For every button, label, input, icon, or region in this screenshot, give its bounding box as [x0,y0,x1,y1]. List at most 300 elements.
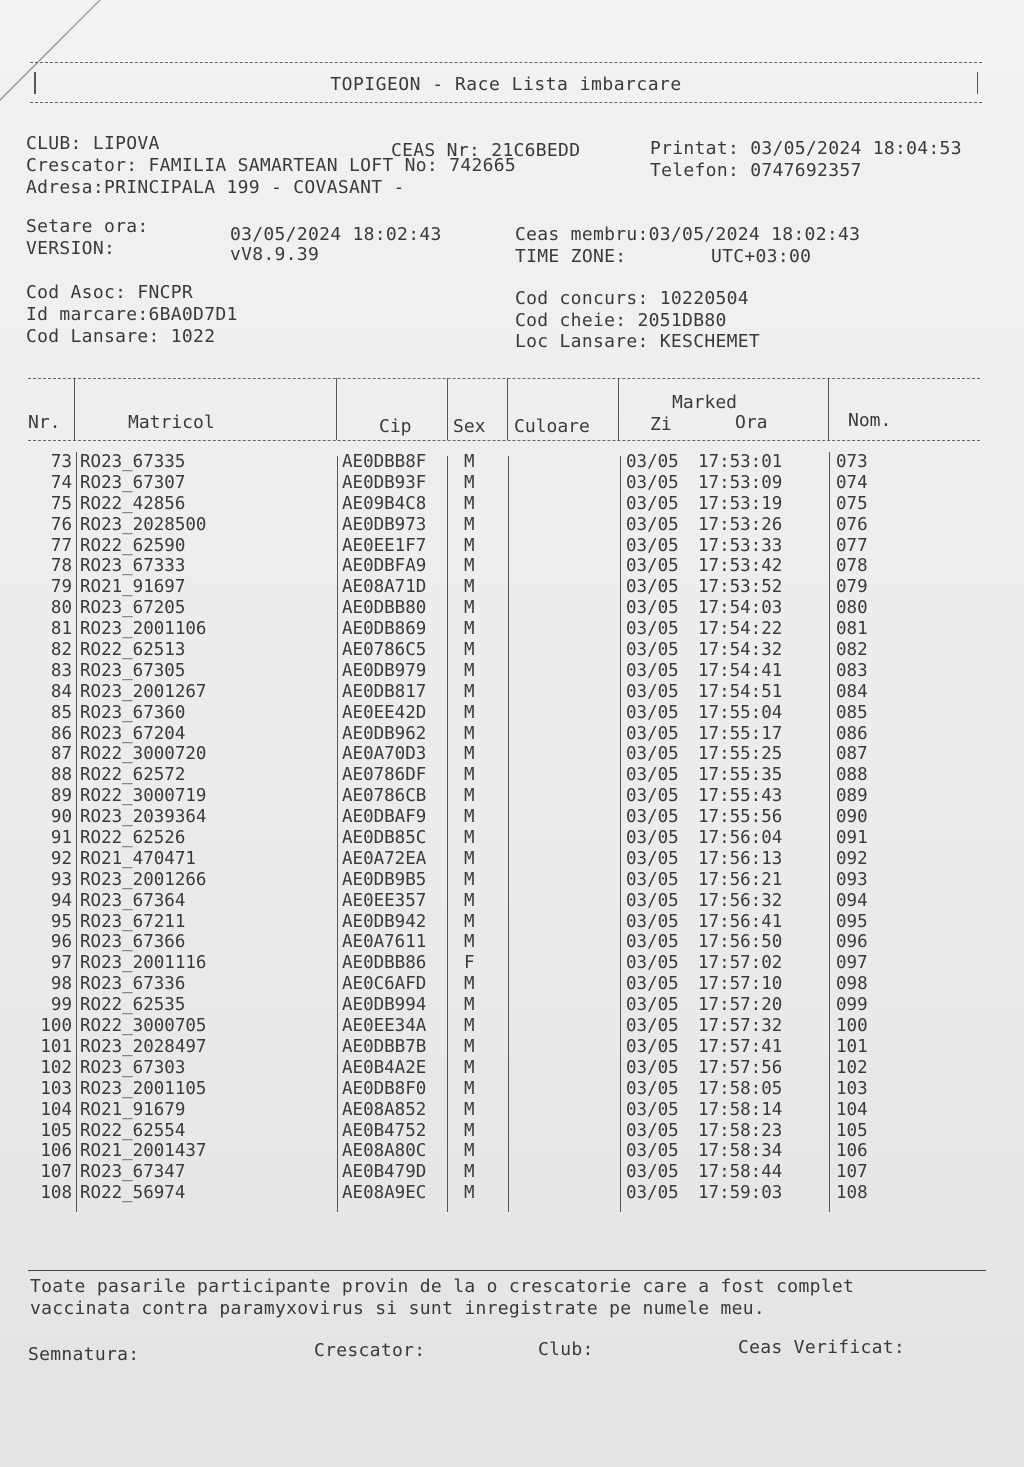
time-setting-label: Setare ora: [26,216,149,237]
marked-time: 17:58:34 [698,1141,783,1162]
marked-day: 03/05 [626,452,679,472]
chip-id: AE0DB85C [342,828,427,849]
vaccination-statement-line1: Toate pasarile participante provin de la o crescatorie care a fost complet [30,1276,855,1297]
chip-id: AE0786C5 [342,640,427,661]
row-number: 78 [50,556,72,577]
table-row [0,1183,1024,1204]
nom: 093 [836,869,868,890]
chip-id: AE0786CB [342,786,427,807]
sex: M [464,619,475,640]
marked-time: 17:54:51 [698,681,783,702]
col-divider [74,378,75,440]
row-number: 86 [50,723,72,744]
table-row [0,974,1024,995]
matricol: RO22_62554 [80,1120,186,1141]
marked-day: 03/05 [626,807,679,828]
sex: M [464,995,475,1016]
chip-id: AE0DB979 [342,660,427,681]
chip-id: AE0DB8F0 [342,1078,427,1099]
sex: M [464,702,475,723]
matricol: RO23_67333 [80,556,186,577]
col-divider [507,378,508,440]
table-row [0,1141,1024,1162]
col-divider [447,378,448,440]
marked-day: 03/05 [626,828,679,849]
marked-day: 03/05 [626,848,679,869]
marked-day: 03/05 [626,1162,679,1183]
marked-day: 03/05 [626,890,679,911]
chip-id: AE0DBB80 [342,598,427,619]
matricol: RO23_67336 [80,974,186,995]
marked-day: 03/05 [626,744,679,765]
marked-time: 17:55:56 [698,807,783,828]
marked-time: 17:54:32 [698,640,783,661]
matricol: RO22_3000705 [80,1016,207,1037]
time-setting-value: 03/05/2024 18:02:43 [230,224,442,245]
nom: 085 [836,702,868,723]
chip-id: AE09B4C8 [342,493,427,514]
table-row [0,494,1024,515]
sex: M [464,640,475,661]
marked-day: 03/05 [626,995,679,1016]
marked-time: 17:54:22 [698,619,783,640]
marked-time: 17:57:20 [698,995,783,1016]
chip-id: AE0DB973 [342,514,427,535]
table-row [0,682,1024,703]
nom: 094 [836,890,868,911]
marked-day: 03/05 [626,681,679,702]
matricol: RO22_56974 [80,1183,186,1204]
row-number: 79 [50,577,72,598]
sex: M [464,807,475,828]
member-clock: Ceas membru:03/05/2024 18:02:43 [515,224,861,245]
nom: 106 [836,1141,868,1162]
marked-time: 17:55:35 [698,765,783,786]
club-label: CLUB: LIPOVA [26,133,160,154]
nom: 086 [836,723,868,744]
chip-id: AE0786DF [342,765,427,786]
sex: M [464,974,475,995]
nom: 075 [836,493,868,514]
marked-day: 03/05 [626,472,679,493]
table-row [0,932,1024,953]
matricol: RO21_91697 [80,577,186,598]
sex: M [464,890,475,911]
nom: 089 [836,786,868,807]
table-row [0,515,1024,536]
marked-day: 03/05 [626,619,679,640]
table-row [0,828,1024,849]
association-code: Cod Asoc: FNCPR [26,282,194,303]
sex: M [464,932,475,953]
matricol: RO23_67204 [80,723,186,744]
row-number: 80 [50,598,72,619]
row-number: 74 [50,472,72,493]
nom: 081 [836,619,868,640]
sex: M [464,1057,475,1078]
row-number: 99 [50,995,72,1016]
row-number: 75 [50,493,72,514]
footer-rule [28,1270,986,1271]
matricol: RO22_62572 [80,765,186,786]
marked-day: 03/05 [626,1057,679,1078]
sex: M [464,1016,475,1037]
clock-verified-label: Ceas Verificat: [738,1337,906,1358]
vaccination-statement-line2: vaccinata contra paramyxovirus si sunt inregistrate pe numele meu. [30,1298,766,1319]
matricol: RO23_67366 [80,932,186,953]
table-row [0,953,1024,974]
marked-day: 03/05 [626,1099,679,1120]
row-number: 108 [40,1183,72,1204]
marked-time: 17:53:52 [698,577,783,598]
chip-id: AE0DBB7B [342,1036,427,1057]
marked-time: 17:54:03 [698,598,783,619]
sex: M [464,869,475,890]
col-divider [828,378,829,440]
table-row [0,995,1024,1016]
table-row [0,473,1024,494]
matricol: RO23_2039364 [80,807,207,828]
header-matricol: Matricol [128,412,215,433]
header-culoare: Culoare [514,416,590,437]
chip-id: AE0DBB8F [342,452,427,472]
row-number: 81 [50,619,72,640]
header-zi: Zi [650,414,672,435]
nom: 104 [836,1099,868,1120]
marked-time: 17:55:43 [698,786,783,807]
sex: M [464,660,475,681]
marked-time: 17:58:44 [698,1162,783,1183]
signature-label: Semnatura: [28,1344,140,1365]
marked-time: 17:59:03 [698,1183,783,1204]
row-number: 106 [40,1141,72,1162]
table-row [0,598,1024,619]
marked-day: 03/05 [626,535,679,556]
chip-id: AE0A72EA [342,848,427,869]
row-number: 93 [50,869,72,890]
nom: 084 [836,681,868,702]
row-number: 90 [50,807,72,828]
sex: M [464,472,475,493]
marked-day: 03/05 [626,974,679,995]
marked-time: 17:56:41 [698,911,783,932]
nom: 092 [836,848,868,869]
marked-day: 03/05 [626,869,679,890]
row-number: 91 [50,828,72,849]
chip-id: AE0EE34A [342,1016,427,1037]
matricol: RO23_2028497 [80,1036,207,1057]
version-value: vV8.9.39 [230,244,320,265]
table-row [0,1079,1024,1100]
nom: 079 [836,577,868,598]
marked-time: 17:58:05 [698,1078,783,1099]
chip-id: AE0A70D3 [342,744,427,765]
table-row [0,870,1024,891]
chip-id: AE0EE1F7 [342,535,427,556]
row-number: 73 [50,452,72,472]
table-row [0,1121,1024,1142]
marked-time: 17:57:02 [698,953,783,974]
matricol: RO23_67211 [80,911,186,932]
marking-id: Id marcare:6BA0D7D1 [26,304,238,325]
nom: 087 [836,744,868,765]
matricol: RO21_91679 [80,1099,186,1120]
chip-id: AE08A9EC [342,1183,427,1204]
timezone-value: UTC+03:00 [711,246,812,267]
marked-day: 03/05 [626,723,679,744]
sex: M [464,911,475,932]
chip-id: AE0DBB86 [342,953,427,974]
clock-number: CEAS Nr: 21C6BEDD [391,140,581,161]
header-sex: Sex [453,416,486,437]
matricol: RO21_2001437 [80,1141,207,1162]
row-number: 97 [50,953,72,974]
chip-id: AE0B479D [342,1162,427,1183]
matricol: RO23_2001106 [80,619,207,640]
matricol: RO23_2001105 [80,1078,207,1099]
matricol: RO23_2001266 [80,869,207,890]
chip-id: AE08A71D [342,577,427,598]
matricol: RO23_2028500 [80,514,207,535]
sex: F [464,953,475,974]
row-number: 77 [50,535,72,556]
marked-time: 17:57:10 [698,974,783,995]
marked-time: 17:56:50 [698,932,783,953]
table-row [0,786,1024,807]
timezone-label: TIME ZONE: [515,246,627,267]
marked-day: 03/05 [626,1078,679,1099]
matricol: RO22_42856 [80,493,186,514]
sex: M [464,848,475,869]
chip-id: AE0DB9B5 [342,869,427,890]
header-marked: Marked [672,392,738,413]
row-number: 104 [40,1099,72,1120]
matricol: RO23_67360 [80,702,186,723]
table-row [0,765,1024,786]
marked-time: 17:53:26 [698,514,783,535]
nom: 095 [836,911,868,932]
matricol: RO22_3000720 [80,744,207,765]
sex: M [464,452,475,472]
col-divider [336,378,337,440]
marked-day: 03/05 [626,953,679,974]
nom: 096 [836,932,868,953]
nom: 080 [836,598,868,619]
nom: 074 [836,472,868,493]
marked-time: 17:53:09 [698,472,783,493]
marked-day: 03/05 [626,493,679,514]
sex: M [464,744,475,765]
nom: 099 [836,995,868,1016]
matricol: RO23_67347 [80,1162,186,1183]
marked-time: 17:58:14 [698,1099,783,1120]
chip-id: AE0EE357 [342,890,427,911]
marked-time: 17:57:56 [698,1057,783,1078]
matricol: RO23_2001267 [80,681,207,702]
chip-id: AE0C6AFD [342,974,427,995]
sex: M [464,786,475,807]
nom: 082 [836,640,868,661]
table-row [0,619,1024,640]
table-row [0,912,1024,933]
document-title: TOPIGEON - Race Lista imbarcare [330,74,682,95]
row-number: 107 [40,1162,72,1183]
matricol: RO22_3000719 [80,786,207,807]
marked-day: 03/05 [626,1016,679,1037]
chip-id: AE0DB962 [342,723,427,744]
matricol: RO21_470471 [80,848,196,869]
sex: M [464,514,475,535]
marked-time: 17:53:42 [698,556,783,577]
marked-day: 03/05 [626,786,679,807]
header-nr: Nr. [28,412,61,433]
table-row [0,452,1024,473]
table-row [0,807,1024,828]
sex: M [464,765,475,786]
printed-timestamp: Printat: 03/05/2024 18:04:53 [650,138,962,159]
marked-day: 03/05 [626,556,679,577]
pigeon-table-body [0,452,1024,1204]
sex: M [464,535,475,556]
row-number: 83 [50,660,72,681]
header-cip: Cip [379,416,412,437]
matricol: RO22_62590 [80,535,186,556]
nom: 076 [836,514,868,535]
row-number: 101 [40,1036,72,1057]
table-row [0,744,1024,765]
chip-id: AE0DB817 [342,681,427,702]
row-number: 89 [50,786,72,807]
matricol: RO23_67335 [80,452,186,472]
matricol: RO23_67303 [80,1057,186,1078]
matricol: RO23_67205 [80,598,186,619]
chip-id: AE0B4A2E [342,1057,427,1078]
chip-id: AE08A852 [342,1099,427,1120]
table-row [0,1162,1024,1183]
row-number: 76 [50,514,72,535]
marked-day: 03/05 [626,1183,679,1204]
version-label: VERSION: [26,238,116,259]
nom: 073 [836,452,868,472]
matricol: RO23_67307 [80,472,186,493]
matricol: RO22_62526 [80,828,186,849]
sex: M [464,1162,475,1183]
row-number: 102 [40,1057,72,1078]
marked-day: 03/05 [626,911,679,932]
sex: M [464,1099,475,1120]
row-number: 82 [50,640,72,661]
nom: 105 [836,1120,868,1141]
sex: M [464,577,475,598]
nom: 102 [836,1057,868,1078]
marked-time: 17:57:41 [698,1036,783,1057]
row-number: 105 [40,1120,72,1141]
sex: M [464,493,475,514]
nom: 103 [836,1078,868,1099]
sex: M [464,723,475,744]
key-code: Cod cheie: 2051DB80 [515,310,727,331]
marked-day: 03/05 [626,702,679,723]
row-number: 95 [50,911,72,932]
table-header-rule [28,440,980,441]
sex: M [464,681,475,702]
sex: M [464,1183,475,1204]
address: Adresa:PRINCIPALA 199 - COVASANT - [26,177,405,198]
marked-time: 17:56:32 [698,890,783,911]
marked-day: 03/05 [626,1036,679,1057]
table-row [0,1037,1024,1058]
marked-day: 03/05 [626,660,679,681]
nom: 100 [836,1016,868,1037]
table-row [0,891,1024,912]
table-row [0,577,1024,598]
matricol: RO23_2001116 [80,953,207,974]
sex: M [464,1141,475,1162]
chip-id: AE0DB93F [342,472,427,493]
sex: M [464,1078,475,1099]
release-location: Loc Lansare: KESCHEMET [515,331,761,352]
table-row [0,703,1024,724]
marked-day: 03/05 [626,932,679,953]
sex: M [464,556,475,577]
nom: 108 [836,1183,868,1204]
header-nom: Nom. [848,410,892,431]
marked-time: 17:54:41 [698,660,783,681]
row-number: 96 [50,932,72,953]
nom: 091 [836,828,868,849]
chip-id: AE0DB994 [342,995,427,1016]
matricol: RO23_67305 [80,660,186,681]
row-number: 84 [50,681,72,702]
marked-time: 17:56:21 [698,869,783,890]
nom: 090 [836,807,868,828]
breeder-loft: Crescator: FAMILIA SAMARTEAN LOFT No: 742665 [26,155,517,176]
chip-id: AE08A80C [342,1141,427,1162]
nom: 078 [836,556,868,577]
marked-day: 03/05 [626,514,679,535]
row-number: 98 [50,974,72,995]
row-number: 88 [50,765,72,786]
marked-time: 17:55:25 [698,744,783,765]
marked-time: 17:58:23 [698,1120,783,1141]
marked-time: 17:53:33 [698,535,783,556]
chip-id: AE0A7611 [342,932,427,953]
nom: 107 [836,1162,868,1183]
nom: 098 [836,974,868,995]
phone-number: Telefon: 0747692357 [650,160,862,181]
row-number: 85 [50,702,72,723]
marked-day: 03/05 [626,1120,679,1141]
table-row [0,849,1024,870]
table-row [0,1016,1024,1037]
row-number: 100 [40,1016,72,1037]
nom: 101 [836,1036,868,1057]
release-code: Cod Lansare: 1022 [26,326,216,347]
matricol: RO22_62535 [80,995,186,1016]
chip-id: AE0EE42D [342,702,427,723]
marked-time: 17:56:04 [698,828,783,849]
nom: 097 [836,953,868,974]
chip-id: AE0DBAF9 [342,807,427,828]
table-row [0,640,1024,661]
matricol: RO22_62513 [80,640,186,661]
marked-time: 17:57:32 [698,1016,783,1037]
chip-id: AE0DB869 [342,619,427,640]
nom: 077 [836,535,868,556]
table-top-rule [28,378,980,379]
club-signature-label: Club: [538,1339,594,1360]
table-row [0,536,1024,557]
